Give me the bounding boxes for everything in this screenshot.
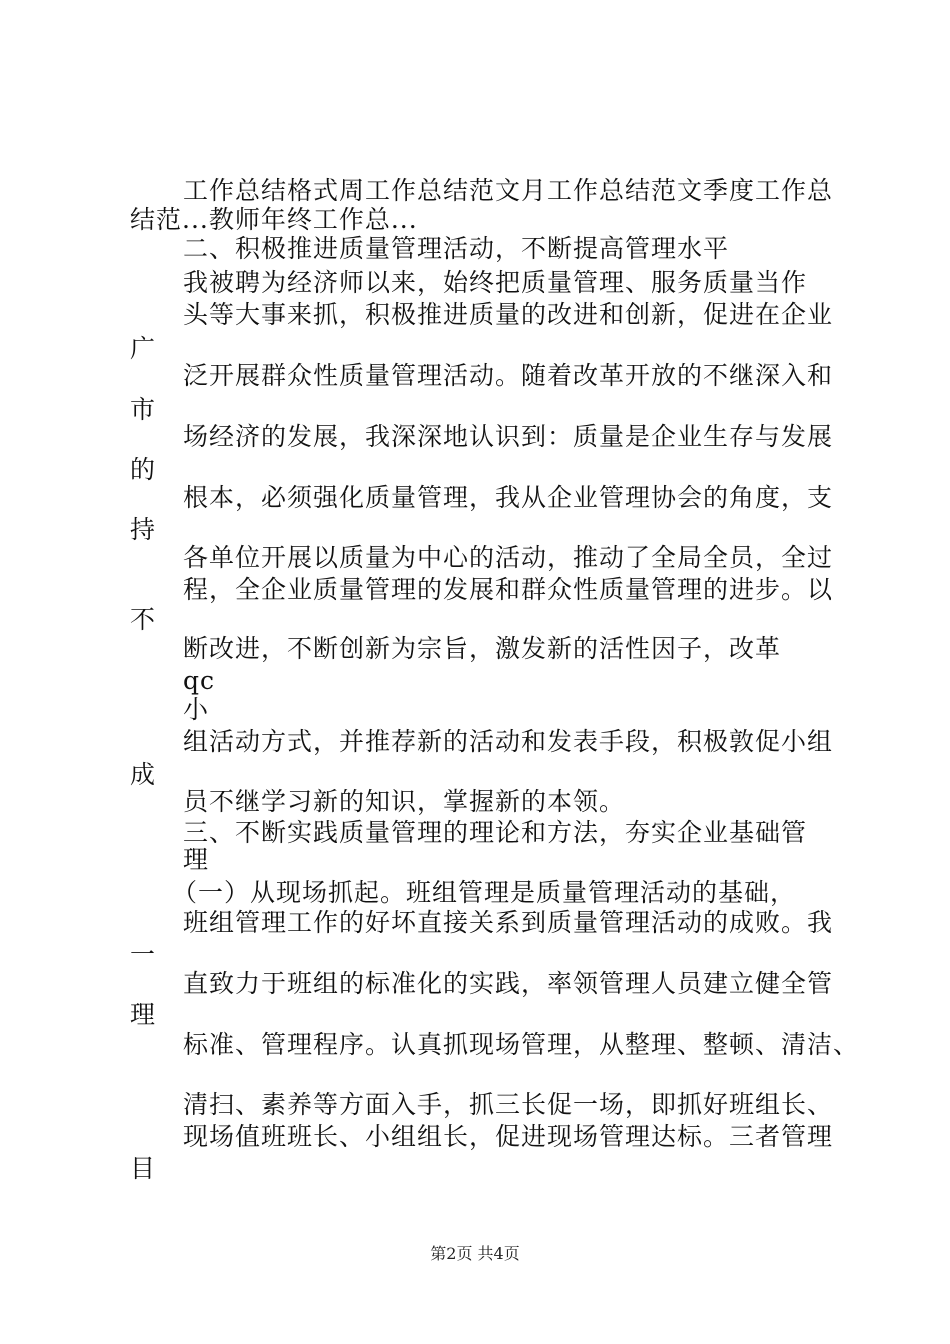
body-text-line: 根本，必须强化质量管理，我从企业管理协会的角度，支 [183,483,834,512]
body-text-line: 标准、管理程序。认真抓现场管理，从整理、整顿、清洁、 [183,1030,860,1059]
body-text-line: 目 [130,1154,157,1183]
body-text-line: qc [183,666,216,695]
body-text-line: 工作总结格式周工作总结范文月工作总结范文季度工作总 [183,176,834,205]
body-text-line: 头等大事来抓，积极推进质量的改进和创新，促进在企业 [183,300,834,329]
body-text-line: 各单位开展以质量为中心的活动，推动了全局全员，全过 [183,543,834,572]
body-text-line: 我被聘为经济师以来，始终把质量管理、服务质量当作 [183,268,808,297]
body-text-line: 持 [130,515,157,544]
body-text-line: 小 [183,695,210,724]
body-text-line: 理 [130,1000,157,1029]
body-text-line: 泛开展群众性质量管理活动。随着改革开放的不继深入和 [183,361,834,390]
body-text-line: 场经济的发展，我深深地认识到：质量是企业生存与发展 [183,422,834,451]
body-text-line: 清扫、素养等方面入手，抓三长促一场，即抓好班组长、 [183,1090,834,1119]
body-text-line: 不 [130,605,157,634]
body-text-line: 员不继学习新的知识，掌握新的本领。 [183,787,626,816]
body-text-line: 直致力于班组的标准化的实践，率领管理人员建立健全管 [183,969,834,998]
body-text-line: 断改进，不断创新为宗旨，激发新的活性因子，改革 [183,634,782,663]
section-heading: 二、积极推进质量管理活动，不断提高管理水平 [183,234,730,263]
section-heading: 三、不断实践质量管理的理论和方法，夯实企业基础管 [183,818,808,847]
body-text-line: 现场值班班长、小组组长，促进现场管理达标。三者管理 [183,1122,834,1151]
body-text-line: 程，全企业质量管理的发展和群众性质量管理的进步。以 [183,575,834,604]
body-text-line: 的 [130,455,157,484]
body-text-line: 一 [130,940,157,969]
body-text-line: 市 [130,395,157,424]
body-text-line: 组活动方式，并推荐新的活动和发表手段，积极敦促小组 [183,727,834,756]
body-text-line: 结范...教师年终工作总... [130,205,418,234]
sub-heading-line: （一）从现场抓起。班组管理是质量管理活动的基础， [172,878,797,907]
page-number-footer: 第2页 共4页 [430,1244,520,1263]
section-heading: 理 [183,845,210,874]
body-text-line: 班组管理工作的好坏直接关系到质量管理活动的成败。我 [183,908,834,937]
body-text-line: 广 [130,334,157,363]
body-text-line: 成 [130,760,157,789]
